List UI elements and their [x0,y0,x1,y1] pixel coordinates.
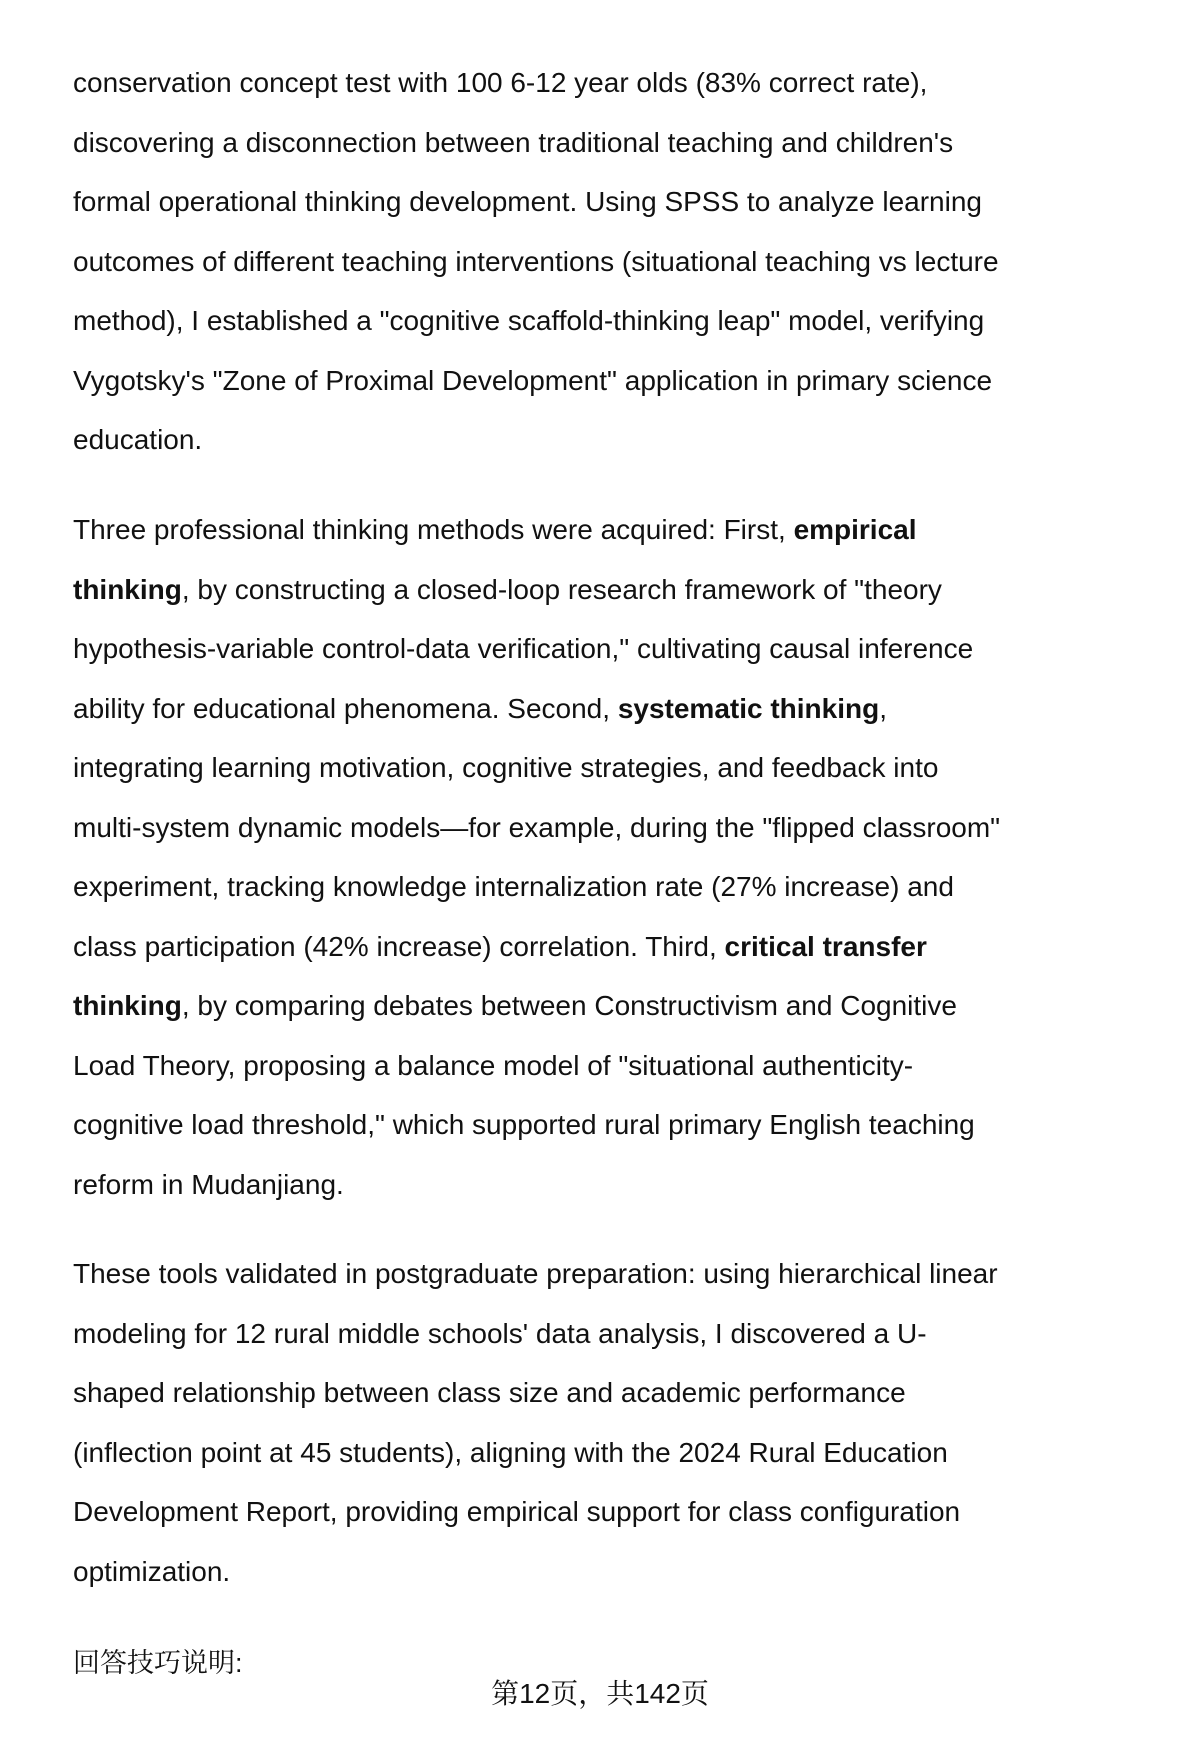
text-line [73,976,1183,1036]
text-line [73,738,1183,798]
text-line [73,53,1183,113]
text-line [73,1423,1183,1483]
text-segment: class participation (42% increase) correlation. Third, [73,930,725,962]
text-line [73,619,1183,679]
bold-term: empirical [793,514,917,545]
text-line [73,500,1183,560]
text-segment: hypothesis-variable control-data verification," cultivating causal inference [73,633,974,664]
text-segment: outcomes of different teaching interventions (situational teaching vs lecture [73,245,999,277]
text-line [73,1482,1183,1542]
paragraph-postgraduate-tools [73,1244,1183,1601]
bold-term: critical transfer [724,930,927,962]
text-segment: Load Theory, proposing a balance model of "situational authenticity- [73,1049,914,1081]
paragraph-conservation-test [73,53,1183,470]
text-segment: reform in Mudanjiang. [73,1168,344,1200]
text-segment: conservation concept test with 100 6-12 year olds (83% correct rate), [73,67,928,98]
paragraph-thinking-methods [73,500,1183,1214]
text-segment: , by constructing a closed-loop research framework of "theory [181,573,942,605]
text-line [73,291,1183,351]
text-line [73,1363,1183,1423]
text-segment: method), I established a "cognitive scaffold-thinking leap" model, verifying [73,305,985,336]
bold-term: thinking [73,573,182,605]
text-line [73,1095,1183,1155]
bold-term: systematic thinking [617,692,880,724]
text-line [73,1304,1183,1364]
text-segment: , by comparing debates between Constructivism and Cognitive [181,990,957,1021]
text-segment: modeling for 12 rural middle schools' data analysis, I discovered a U- [73,1317,927,1349]
text-segment: cognitive load threshold," which supported rural primary English teaching [73,1109,975,1140]
text-segment: discovering a disconnection between traditional teaching and children's [73,126,954,158]
text-segment: shaped relationship between class size and academic performance [73,1377,906,1408]
text-line [73,1542,1183,1602]
text-line [73,1244,1183,1304]
text-segment: , [879,692,887,724]
text-segment: Vygotsky's "Zone of Proximal Development" application in primary science [73,364,993,396]
text-line [73,798,1183,858]
text-line [73,232,1183,292]
section-label: 回答技巧说明: [73,1648,243,1678]
text-line [73,917,1183,977]
text-line [73,1036,1183,1096]
page-footer: 第12页，共142页 [491,1678,709,1709]
text-line [73,351,1183,411]
text-segment: (inflection point at 45 students), aligning with the 2024 Rural Education [73,1436,948,1468]
text-line [73,410,1183,470]
text-segment: experiment, tracking knowledge internalization rate (27% increase) and [73,871,954,902]
text-segment: optimization. [73,1555,231,1587]
text-segment: integrating learning motivation, cognitive strategies, and feedback into [73,752,939,783]
text-line [73,679,1183,739]
text-segment: education. [73,424,203,455]
text-segment: Three professional thinking methods were acquired: First, [73,514,794,545]
text-line [73,560,1183,620]
text-line [73,113,1183,173]
text-segment: multi-system dynamic models—for example, during the "flipped classroom" [73,811,1001,843]
text-line [73,857,1183,917]
text-segment: ability for educational phenomena. Second, [73,692,618,724]
text-segment: Development Report, providing empirical support for class configuration [73,1496,961,1527]
text-line [73,172,1183,232]
text-segment: formal operational thinking development. Using SPSS to analyze learning [73,186,982,217]
text-segment: These tools validated in postgraduate preparation: using hierarchical linear [73,1258,998,1289]
bold-term: thinking [73,990,182,1021]
text-line [73,1155,1183,1215]
